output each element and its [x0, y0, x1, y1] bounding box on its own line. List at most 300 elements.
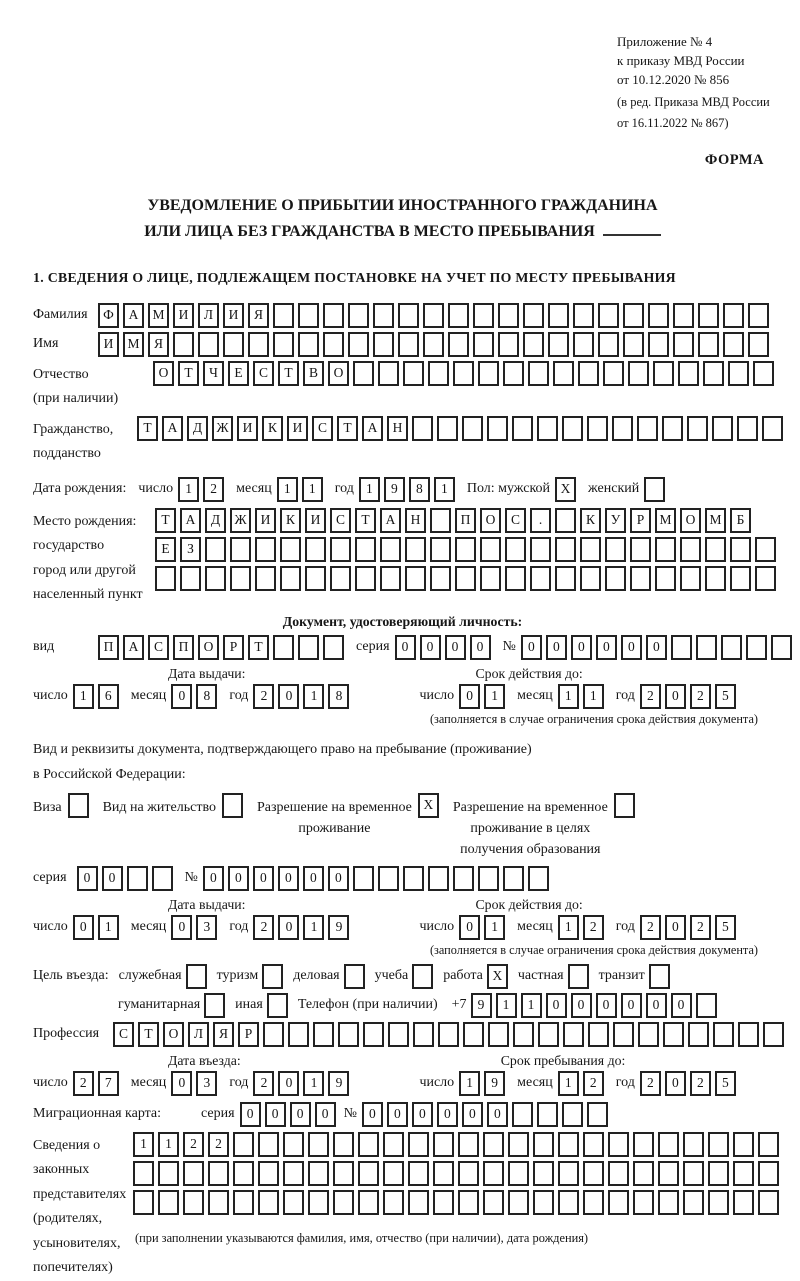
char-cell[interactable] — [723, 303, 744, 328]
char-cell[interactable]: Я — [213, 1022, 234, 1047]
char-cell[interactable] — [355, 566, 376, 591]
char-cell[interactable] — [563, 1022, 584, 1047]
char-cell[interactable] — [588, 1022, 609, 1047]
char-cell[interactable] — [530, 537, 551, 562]
char-cell[interactable] — [430, 537, 451, 562]
char-cell[interactable] — [583, 1132, 604, 1157]
char-cell[interactable] — [630, 537, 651, 562]
char-cell[interactable] — [323, 332, 344, 357]
char-cell[interactable] — [671, 635, 692, 660]
char-cell[interactable] — [383, 1132, 404, 1157]
char-cell[interactable]: X — [418, 793, 439, 818]
char-cell[interactable] — [298, 303, 319, 328]
char-cell[interactable] — [403, 866, 424, 891]
char-cell[interactable] — [353, 361, 374, 386]
char-cell[interactable] — [428, 361, 449, 386]
char-cell[interactable]: 5 — [715, 1071, 736, 1096]
char-cell[interactable] — [348, 332, 369, 357]
char-cell[interactable]: И — [305, 508, 326, 533]
char-cell[interactable] — [455, 566, 476, 591]
char-cell[interactable]: 1 — [158, 1132, 179, 1157]
char-cell[interactable]: 0 — [240, 1102, 261, 1127]
char-cell[interactable]: 1 — [558, 915, 579, 940]
char-cell[interactable]: И — [255, 508, 276, 533]
char-cell[interactable] — [748, 303, 769, 328]
char-cell[interactable] — [530, 566, 551, 591]
char-cell[interactable]: 1 — [521, 993, 542, 1018]
char-cell[interactable] — [405, 566, 426, 591]
char-cell[interactable] — [358, 1190, 379, 1215]
char-cell[interactable]: 0 — [203, 866, 224, 891]
char-cell[interactable] — [730, 537, 751, 562]
char-cell[interactable] — [487, 416, 508, 441]
char-cell[interactable]: 9 — [484, 1071, 505, 1096]
char-cell[interactable]: 0 — [171, 1071, 192, 1096]
char-cell[interactable] — [548, 303, 569, 328]
char-cell[interactable] — [198, 332, 219, 357]
char-cell[interactable] — [637, 416, 658, 441]
char-cell[interactable]: X — [487, 964, 508, 989]
char-cell[interactable] — [562, 416, 583, 441]
char-cell[interactable] — [263, 1022, 284, 1047]
char-cell[interactable] — [313, 1022, 334, 1047]
char-cell[interactable] — [678, 361, 699, 386]
char-cell[interactable] — [508, 1161, 529, 1186]
char-cell[interactable] — [333, 1161, 354, 1186]
char-cell[interactable]: 8 — [328, 684, 349, 709]
char-cell[interactable] — [455, 537, 476, 562]
char-cell[interactable] — [473, 303, 494, 328]
char-cell[interactable] — [403, 361, 424, 386]
char-cell[interactable] — [323, 635, 344, 660]
char-cell[interactable] — [721, 635, 742, 660]
char-cell[interactable]: 7 — [98, 1071, 119, 1096]
char-cell[interactable]: 0 — [362, 1102, 383, 1127]
char-cell[interactable]: 0 — [73, 915, 94, 940]
char-cell[interactable]: К — [262, 416, 283, 441]
char-cell[interactable] — [423, 332, 444, 357]
char-cell[interactable]: С — [253, 361, 274, 386]
char-cell[interactable]: 0 — [102, 866, 123, 891]
char-cell[interactable] — [453, 361, 474, 386]
char-cell[interactable] — [603, 361, 624, 386]
char-cell[interactable]: 0 — [265, 1102, 286, 1127]
char-cell[interactable] — [623, 303, 644, 328]
char-cell[interactable]: Е — [155, 537, 176, 562]
char-cell[interactable] — [448, 303, 469, 328]
char-cell[interactable] — [762, 416, 783, 441]
char-cell[interactable]: О — [480, 508, 501, 533]
char-cell[interactable]: П — [173, 635, 194, 660]
char-cell[interactable] — [333, 1132, 354, 1157]
char-cell[interactable] — [458, 1190, 479, 1215]
char-cell[interactable]: 0 — [328, 866, 349, 891]
char-cell[interactable] — [658, 1132, 679, 1157]
char-cell[interactable] — [258, 1161, 279, 1186]
char-cell[interactable]: 0 — [77, 866, 98, 891]
char-cell[interactable] — [728, 361, 749, 386]
char-cell[interactable]: Т — [138, 1022, 159, 1047]
char-cell[interactable] — [638, 1022, 659, 1047]
char-cell[interactable] — [688, 1022, 709, 1047]
char-cell[interactable] — [273, 303, 294, 328]
char-cell[interactable] — [280, 537, 301, 562]
char-cell[interactable]: Т — [178, 361, 199, 386]
char-cell[interactable]: Д — [187, 416, 208, 441]
char-cell[interactable]: 0 — [646, 635, 667, 660]
char-cell[interactable]: А — [180, 508, 201, 533]
char-cell[interactable] — [708, 1161, 729, 1186]
char-cell[interactable] — [613, 1022, 634, 1047]
char-cell[interactable] — [378, 866, 399, 891]
char-cell[interactable] — [696, 635, 717, 660]
char-cell[interactable] — [488, 1022, 509, 1047]
char-cell[interactable]: 5 — [715, 684, 736, 709]
char-cell[interactable] — [478, 361, 499, 386]
char-cell[interactable] — [598, 303, 619, 328]
char-cell[interactable]: 1 — [133, 1132, 154, 1157]
char-cell[interactable]: 6 — [98, 684, 119, 709]
char-cell[interactable] — [503, 866, 524, 891]
char-cell[interactable] — [713, 1022, 734, 1047]
char-cell[interactable] — [308, 1161, 329, 1186]
char-cell[interactable]: 0 — [395, 635, 416, 660]
char-cell[interactable] — [180, 566, 201, 591]
char-cell[interactable] — [483, 1132, 504, 1157]
char-cell[interactable]: А — [123, 303, 144, 328]
char-cell[interactable] — [523, 303, 544, 328]
char-cell[interactable] — [173, 332, 194, 357]
char-cell[interactable] — [388, 1022, 409, 1047]
char-cell[interactable]: 1 — [459, 1071, 480, 1096]
char-cell[interactable] — [533, 1132, 554, 1157]
char-cell[interactable] — [158, 1161, 179, 1186]
char-cell[interactable] — [649, 964, 670, 989]
char-cell[interactable]: Т — [137, 416, 158, 441]
char-cell[interactable] — [205, 566, 226, 591]
char-cell[interactable] — [708, 1132, 729, 1157]
char-cell[interactable]: 0 — [459, 684, 480, 709]
char-cell[interactable]: С — [505, 508, 526, 533]
char-cell[interactable]: К — [580, 508, 601, 533]
char-cell[interactable] — [723, 332, 744, 357]
char-cell[interactable] — [503, 361, 524, 386]
char-cell[interactable]: М — [148, 303, 169, 328]
char-cell[interactable]: 1 — [558, 1071, 579, 1096]
char-cell[interactable]: 1 — [178, 477, 199, 502]
char-cell[interactable] — [653, 361, 674, 386]
char-cell[interactable]: Б — [730, 508, 751, 533]
char-cell[interactable] — [205, 537, 226, 562]
char-cell[interactable] — [408, 1161, 429, 1186]
char-cell[interactable]: 0 — [665, 1071, 686, 1096]
char-cell[interactable] — [683, 1161, 704, 1186]
char-cell[interactable] — [655, 566, 676, 591]
char-cell[interactable] — [280, 566, 301, 591]
char-cell[interactable] — [473, 332, 494, 357]
char-cell[interactable]: Я — [248, 303, 269, 328]
char-cell[interactable]: 2 — [183, 1132, 204, 1157]
char-cell[interactable] — [344, 964, 365, 989]
char-cell[interactable] — [505, 566, 526, 591]
char-cell[interactable] — [587, 1102, 608, 1127]
char-cell[interactable]: З — [180, 537, 201, 562]
char-cell[interactable]: 0 — [546, 993, 567, 1018]
char-cell[interactable]: Д — [205, 508, 226, 533]
char-cell[interactable] — [533, 1161, 554, 1186]
char-cell[interactable]: 1 — [302, 477, 323, 502]
char-cell[interactable]: 1 — [73, 684, 94, 709]
char-cell[interactable] — [513, 1022, 534, 1047]
char-cell[interactable] — [255, 537, 276, 562]
char-cell[interactable] — [283, 1161, 304, 1186]
char-cell[interactable] — [283, 1190, 304, 1215]
char-cell[interactable]: О — [680, 508, 701, 533]
char-cell[interactable] — [512, 1102, 533, 1127]
char-cell[interactable]: 0 — [596, 635, 617, 660]
char-cell[interactable] — [258, 1190, 279, 1215]
char-cell[interactable]: 0 — [278, 866, 299, 891]
char-cell[interactable]: 2 — [583, 915, 604, 940]
char-cell[interactable]: Ж — [230, 508, 251, 533]
char-cell[interactable] — [533, 1190, 554, 1215]
char-cell[interactable] — [537, 416, 558, 441]
char-cell[interactable]: 2 — [73, 1071, 94, 1096]
char-cell[interactable] — [763, 1022, 784, 1047]
char-cell[interactable] — [683, 1190, 704, 1215]
char-cell[interactable]: Ф — [98, 303, 119, 328]
char-cell[interactable]: Ч — [203, 361, 224, 386]
char-cell[interactable]: 0 — [315, 1102, 336, 1127]
char-cell[interactable]: 2 — [253, 915, 274, 940]
char-cell[interactable]: 3 — [196, 915, 217, 940]
char-cell[interactable] — [428, 866, 449, 891]
char-cell[interactable] — [568, 964, 589, 989]
char-cell[interactable]: С — [330, 508, 351, 533]
char-cell[interactable] — [437, 416, 458, 441]
char-cell[interactable] — [408, 1190, 429, 1215]
char-cell[interactable] — [696, 993, 717, 1018]
char-cell[interactable] — [748, 332, 769, 357]
char-cell[interactable] — [605, 566, 626, 591]
char-cell[interactable]: 0 — [171, 915, 192, 940]
char-cell[interactable] — [680, 537, 701, 562]
char-cell[interactable] — [283, 1132, 304, 1157]
char-cell[interactable] — [408, 1132, 429, 1157]
char-cell[interactable]: С — [312, 416, 333, 441]
char-cell[interactable] — [680, 566, 701, 591]
char-cell[interactable]: И — [98, 332, 119, 357]
char-cell[interactable] — [462, 416, 483, 441]
char-cell[interactable] — [267, 993, 288, 1018]
char-cell[interactable] — [186, 964, 207, 989]
char-cell[interactable] — [698, 332, 719, 357]
char-cell[interactable]: Р — [238, 1022, 259, 1047]
char-cell[interactable]: И — [173, 303, 194, 328]
char-cell[interactable]: Е — [228, 361, 249, 386]
char-cell[interactable]: 0 — [621, 993, 642, 1018]
char-cell[interactable] — [458, 1132, 479, 1157]
char-cell[interactable] — [733, 1190, 754, 1215]
char-cell[interactable]: Я — [148, 332, 169, 357]
char-cell[interactable]: 2 — [690, 684, 711, 709]
char-cell[interactable] — [380, 537, 401, 562]
char-cell[interactable] — [378, 361, 399, 386]
char-cell[interactable] — [598, 332, 619, 357]
char-cell[interactable]: 9 — [328, 915, 349, 940]
char-cell[interactable]: 5 — [715, 915, 736, 940]
char-cell[interactable]: М — [655, 508, 676, 533]
char-cell[interactable]: А — [123, 635, 144, 660]
char-cell[interactable] — [230, 566, 251, 591]
char-cell[interactable]: 8 — [196, 684, 217, 709]
char-cell[interactable] — [338, 1022, 359, 1047]
char-cell[interactable]: 2 — [690, 915, 711, 940]
char-cell[interactable] — [758, 1161, 779, 1186]
char-cell[interactable] — [508, 1132, 529, 1157]
char-cell[interactable]: О — [163, 1022, 184, 1047]
char-cell[interactable] — [673, 303, 694, 328]
char-cell[interactable] — [433, 1190, 454, 1215]
char-cell[interactable] — [255, 566, 276, 591]
char-cell[interactable] — [480, 537, 501, 562]
char-cell[interactable]: 1 — [484, 684, 505, 709]
char-cell[interactable]: 0 — [253, 866, 274, 891]
char-cell[interactable] — [448, 332, 469, 357]
char-cell[interactable] — [562, 1102, 583, 1127]
char-cell[interactable] — [648, 303, 669, 328]
char-cell[interactable] — [523, 332, 544, 357]
char-cell[interactable]: 1 — [583, 684, 604, 709]
char-cell[interactable] — [152, 866, 173, 891]
char-cell[interactable] — [558, 1190, 579, 1215]
char-cell[interactable] — [758, 1132, 779, 1157]
char-cell[interactable] — [155, 566, 176, 591]
char-cell[interactable]: 0 — [278, 684, 299, 709]
char-cell[interactable]: Т — [248, 635, 269, 660]
char-cell[interactable] — [353, 866, 374, 891]
char-cell[interactable]: 0 — [571, 993, 592, 1018]
char-cell[interactable]: 0 — [665, 684, 686, 709]
char-cell[interactable] — [430, 508, 451, 533]
char-cell[interactable] — [737, 416, 758, 441]
char-cell[interactable]: А — [362, 416, 383, 441]
char-cell[interactable]: . — [530, 508, 551, 533]
char-cell[interactable] — [612, 416, 633, 441]
char-cell[interactable] — [68, 793, 89, 818]
char-cell[interactable] — [258, 1132, 279, 1157]
char-cell[interactable] — [538, 1022, 559, 1047]
char-cell[interactable] — [705, 537, 726, 562]
char-cell[interactable] — [583, 1190, 604, 1215]
char-cell[interactable] — [687, 416, 708, 441]
char-cell[interactable] — [383, 1190, 404, 1215]
char-cell[interactable]: X — [555, 477, 576, 502]
char-cell[interactable]: 0 — [303, 866, 324, 891]
char-cell[interactable] — [555, 566, 576, 591]
char-cell[interactable] — [373, 332, 394, 357]
char-cell[interactable]: 0 — [462, 1102, 483, 1127]
char-cell[interactable] — [555, 537, 576, 562]
char-cell[interactable] — [608, 1132, 629, 1157]
char-cell[interactable] — [698, 303, 719, 328]
char-cell[interactable] — [453, 866, 474, 891]
char-cell[interactable] — [614, 793, 635, 818]
char-cell[interactable] — [208, 1190, 229, 1215]
char-cell[interactable] — [633, 1161, 654, 1186]
char-cell[interactable] — [273, 332, 294, 357]
char-cell[interactable] — [608, 1190, 629, 1215]
char-cell[interactable]: 9 — [471, 993, 492, 1018]
char-cell[interactable] — [558, 1132, 579, 1157]
char-cell[interactable] — [204, 993, 225, 1018]
char-cell[interactable]: 3 — [196, 1071, 217, 1096]
char-cell[interactable] — [305, 537, 326, 562]
char-cell[interactable] — [528, 361, 549, 386]
char-cell[interactable]: Т — [355, 508, 376, 533]
char-cell[interactable] — [633, 1132, 654, 1157]
char-cell[interactable] — [412, 964, 433, 989]
char-cell[interactable] — [230, 537, 251, 562]
char-cell[interactable] — [580, 537, 601, 562]
char-cell[interactable]: 0 — [437, 1102, 458, 1127]
char-cell[interactable]: И — [223, 303, 244, 328]
char-cell[interactable] — [288, 1022, 309, 1047]
char-cell[interactable]: 0 — [290, 1102, 311, 1127]
char-cell[interactable]: 1 — [359, 477, 380, 502]
char-cell[interactable]: 1 — [277, 477, 298, 502]
char-cell[interactable]: 0 — [420, 635, 441, 660]
char-cell[interactable] — [548, 332, 569, 357]
char-cell[interactable]: 1 — [484, 915, 505, 940]
char-cell[interactable] — [233, 1161, 254, 1186]
char-cell[interactable]: 0 — [228, 866, 249, 891]
char-cell[interactable] — [298, 332, 319, 357]
char-cell[interactable]: 0 — [412, 1102, 433, 1127]
char-cell[interactable] — [127, 866, 148, 891]
char-cell[interactable]: 2 — [640, 915, 661, 940]
char-cell[interactable]: Л — [188, 1022, 209, 1047]
char-cell[interactable] — [683, 1132, 704, 1157]
char-cell[interactable]: 0 — [278, 1071, 299, 1096]
char-cell[interactable]: 2 — [583, 1071, 604, 1096]
char-cell[interactable] — [658, 1190, 679, 1215]
char-cell[interactable]: 2 — [253, 684, 274, 709]
char-cell[interactable]: 1 — [98, 915, 119, 940]
char-cell[interactable] — [430, 566, 451, 591]
char-cell[interactable]: 2 — [253, 1071, 274, 1096]
char-cell[interactable] — [133, 1161, 154, 1186]
char-cell[interactable]: 0 — [278, 915, 299, 940]
char-cell[interactable] — [458, 1161, 479, 1186]
char-cell[interactable] — [438, 1022, 459, 1047]
char-cell[interactable] — [755, 566, 776, 591]
char-cell[interactable] — [633, 1190, 654, 1215]
char-cell[interactable]: О — [153, 361, 174, 386]
char-cell[interactable]: Р — [223, 635, 244, 660]
char-cell[interactable] — [673, 332, 694, 357]
char-cell[interactable] — [333, 1190, 354, 1215]
char-cell[interactable]: С — [113, 1022, 134, 1047]
char-cell[interactable]: Л — [198, 303, 219, 328]
char-cell[interactable] — [355, 537, 376, 562]
char-cell[interactable]: 0 — [470, 635, 491, 660]
char-cell[interactable] — [703, 361, 724, 386]
char-cell[interactable] — [771, 635, 792, 660]
char-cell[interactable] — [712, 416, 733, 441]
char-cell[interactable] — [330, 537, 351, 562]
char-cell[interactable]: 2 — [640, 1071, 661, 1096]
